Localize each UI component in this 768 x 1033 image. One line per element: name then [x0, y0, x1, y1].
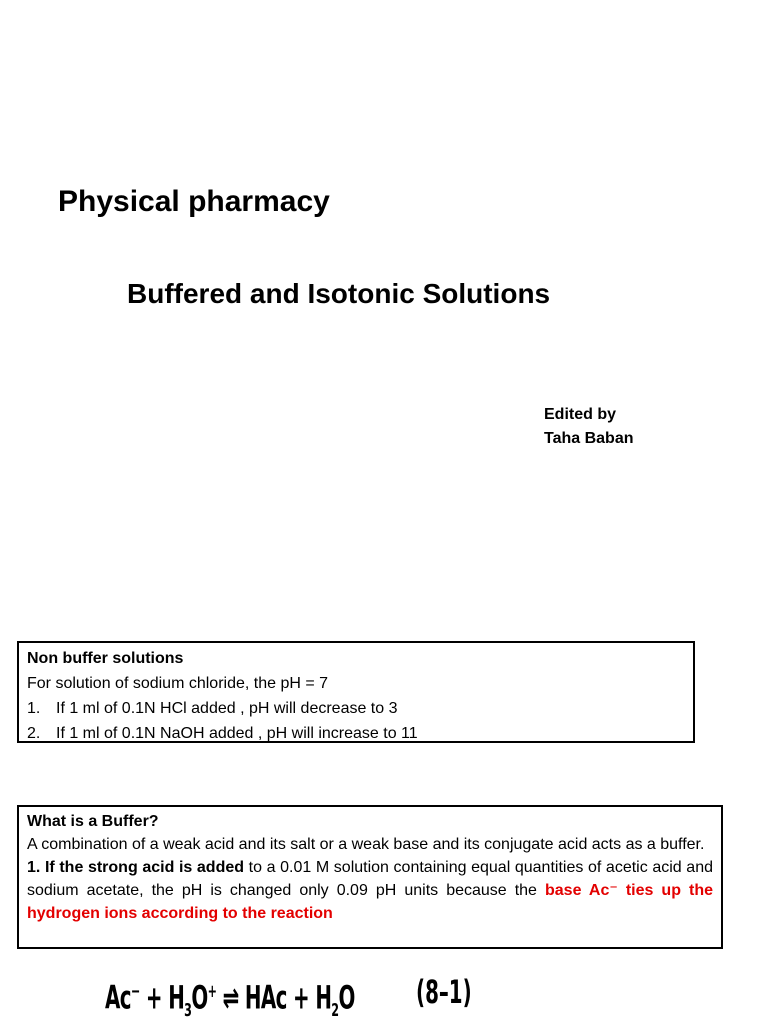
acetate-symbol: Ac [105, 978, 131, 1017]
equilibrium-arrow: ⇌ [216, 978, 245, 1017]
buffer-point-text: to a 0.01 M solution containing equal quantities of acetic acid and sodium acetate, the pH is changed only 0.09 pH units because the [27, 859, 713, 899]
buffer-point-lead: 1. If the strong acid is added [27, 859, 245, 876]
acetate-charge: − [130, 981, 140, 1002]
water-subscript: 2 [331, 1000, 339, 1022]
editor-name: Taha Baban [544, 430, 634, 447]
edited-by-label: Edited by [544, 406, 617, 423]
list-item [27, 696, 685, 721]
slide-title: Physical pharmacy [58, 185, 330, 218]
non-buffer-heading: Non buffer solutions [27, 650, 184, 667]
hydronium-h: + H [139, 978, 185, 1017]
non-buffer-intro: For solution of sodium chloride, the pH = 7 [27, 675, 329, 692]
buffer-heading: What is a Buffer? [27, 813, 159, 830]
editor-credit [544, 403, 634, 451]
hydronium-charge: + [207, 981, 217, 1002]
list-item-text: If 1 ml of 0.1N NaOH added , pH will increase to 11 [56, 725, 418, 742]
non-buffer-box [17, 641, 695, 743]
buffer-point-highlight: base Ac⁻ ties up the hydrogen ions according to the reaction [27, 882, 714, 922]
water-o: O [338, 978, 355, 1017]
list-item [27, 721, 685, 746]
acetic-acid-and-water: HAc + H [244, 978, 332, 1017]
list-item-text: If 1 ml of 0.1N HCl added , pH will decrease to 3 [56, 700, 398, 717]
hydronium-subscript: 3 [184, 1000, 192, 1022]
list-item-number: 2. [27, 725, 41, 742]
slide-subtitle: Buffered and Isotonic Solutions [127, 278, 551, 309]
reaction-equation [105, 970, 465, 1022]
buffer-definition: A combination of a weak acid and its salt or a weak base and its conjugate acid acts as a buffer. [27, 836, 705, 853]
buffer-point [27, 856, 713, 925]
buffer-box [17, 805, 723, 949]
list-item-number: 1. [27, 700, 41, 717]
equation-number: (8–1) [416, 973, 472, 1011]
hydronium-o: O [191, 978, 208, 1017]
